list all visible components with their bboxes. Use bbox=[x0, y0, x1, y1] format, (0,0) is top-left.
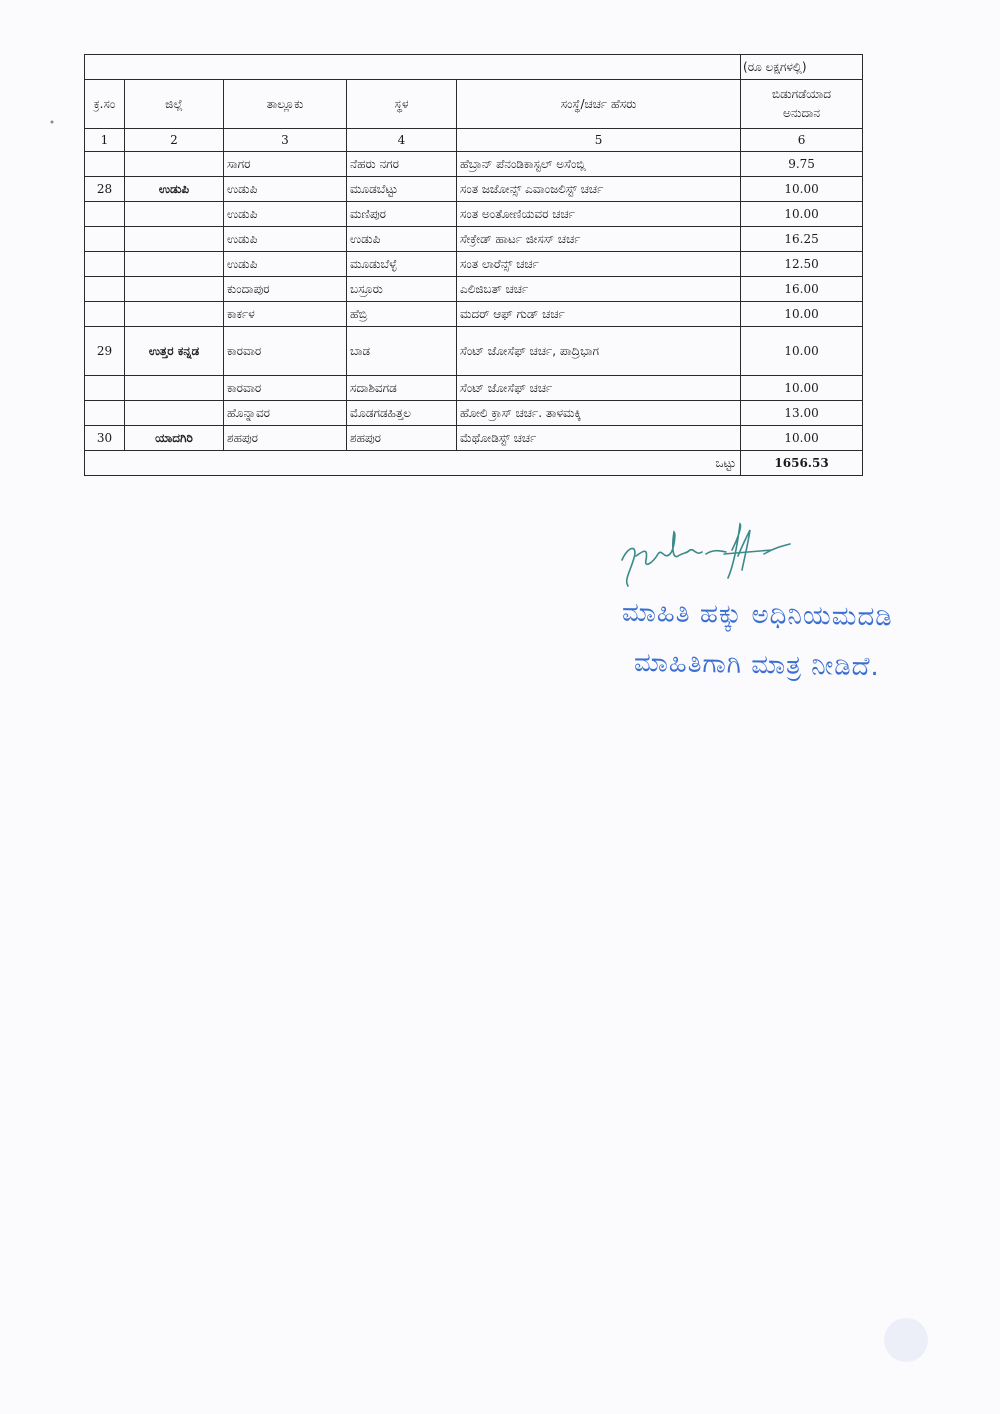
column-number: 6 bbox=[741, 129, 863, 152]
header-amount-line1: ಬಿಡುಗಡೆಯಾದ bbox=[772, 87, 832, 101]
total-row bbox=[85, 451, 863, 476]
row-district bbox=[125, 227, 224, 252]
row-name: ಸೆಂಟ್ ಜೋಸೆಫ್ ಚರ್ಚ bbox=[457, 376, 741, 401]
row-sl bbox=[85, 202, 125, 227]
row-place: ಮೊಡಗಡಹಿತ್ತಲ bbox=[347, 401, 457, 426]
stamp-line2: ಮಾಹಿತಿಗಾಗಿ ಮಾತ್ರ ನೀಡಿದೆ. bbox=[633, 647, 881, 683]
row-sl: 29 bbox=[85, 327, 125, 376]
stamp-line1: ಮಾಹಿತಿ ಹಕ್ಕು ಅಧಿನಿಯಮದಡಿ bbox=[621, 597, 893, 633]
row-place: ಮೂಡುಬೆಳ್ಳೆ bbox=[347, 252, 457, 277]
row-name: ಸಂತ ಲಾರೆನ್ಸ್ ಚರ್ಚ bbox=[457, 252, 741, 277]
table-row bbox=[85, 376, 863, 401]
row-district: ಯಾದಗಿರಿ bbox=[125, 426, 224, 451]
row-taluk: ಉಡುಪಿ bbox=[224, 252, 347, 277]
row-place: ಮಣಿಪುರ bbox=[347, 202, 457, 227]
row-district bbox=[125, 277, 224, 302]
row-place: ಬಾಡ bbox=[347, 327, 457, 376]
column-number-row bbox=[85, 129, 863, 152]
row-amount: 16.00 bbox=[741, 277, 863, 302]
table-row bbox=[85, 327, 863, 376]
row-amount: 13.00 bbox=[741, 401, 863, 426]
table-row bbox=[85, 202, 863, 227]
row-district: ಉತ್ತರ ಕನ್ನಡ bbox=[125, 327, 224, 376]
unit-note-row bbox=[85, 55, 863, 80]
row-district bbox=[125, 202, 224, 227]
row-name: ಹೆಬ್ರಾನ್ ಪೆನಂಡಿಕಾಸ್ಟಲ್ ಅಸೆಂಬ್ಲಿ bbox=[457, 152, 741, 177]
row-place: ಶಹಪುರ bbox=[347, 426, 457, 451]
row-place: ಬಸ್ರೂರು bbox=[347, 277, 457, 302]
row-district bbox=[125, 252, 224, 277]
header-taluk: ತಾಲ್ಲೂಕು bbox=[224, 80, 347, 129]
table-row bbox=[85, 252, 863, 277]
row-taluk: ಹೊನ್ನಾವರ bbox=[224, 401, 347, 426]
row-amount: 16.25 bbox=[741, 227, 863, 252]
row-place: ಹೆಬ್ರಿ bbox=[347, 302, 457, 327]
table-row bbox=[85, 401, 863, 426]
signature bbox=[614, 520, 854, 600]
row-amount: 10.00 bbox=[741, 177, 863, 202]
row-taluk: ಕಾರವಾರ bbox=[224, 327, 347, 376]
header-row bbox=[85, 80, 863, 129]
row-amount: 12.50 bbox=[741, 252, 863, 277]
row-sl bbox=[85, 152, 125, 177]
row-taluk: ಕಾರ್ಕಳ bbox=[224, 302, 347, 327]
row-amount: 10.00 bbox=[741, 302, 863, 327]
header-amount bbox=[741, 80, 863, 129]
row-name: ಸೆಂಟ್ ಜೋಸೆಫ್ ಚರ್ಚ, ಪಾದ್ರಿಭಾಗ bbox=[457, 327, 741, 376]
row-name: ಸೇಕ್ರೇಡ್ ಹಾರ್ಟ ಜೀಸಸ್ ಚರ್ಚ bbox=[457, 227, 741, 252]
row-taluk: ಉಡುಪಿ bbox=[224, 202, 347, 227]
row-name: ಹೋಲಿ ಕ್ರಾಸ್ ಚರ್ಚ. ತಾಳಮಕ್ಕಿ bbox=[457, 401, 741, 426]
table-row bbox=[85, 227, 863, 252]
header-place: ಸ್ಥಳ bbox=[347, 80, 457, 129]
column-number: 3 bbox=[224, 129, 347, 152]
row-name: ಸಂತ ಅಂತೋಣಿಯವರ ಚರ್ಚ bbox=[457, 202, 741, 227]
row-taluk: ಸಾಗರ bbox=[224, 152, 347, 177]
row-sl bbox=[85, 227, 125, 252]
row-sl bbox=[85, 277, 125, 302]
row-name: ಮೆಥೋಡಿಸ್ಟ್ ಚರ್ಚ bbox=[457, 426, 741, 451]
row-name: ಎಲಿಜಿಬತ್ ಚರ್ಚ bbox=[457, 277, 741, 302]
row-taluk: ಉಡುಪಿ bbox=[224, 177, 347, 202]
row-place: ನೆಹರು ನಗರ bbox=[347, 152, 457, 177]
table-row bbox=[85, 277, 863, 302]
row-sl bbox=[85, 401, 125, 426]
stamp-smudge bbox=[876, 1310, 936, 1370]
row-sl bbox=[85, 302, 125, 327]
row-district bbox=[125, 376, 224, 401]
row-sl bbox=[85, 376, 125, 401]
row-taluk: ಉಡುಪಿ bbox=[224, 227, 347, 252]
table-row bbox=[85, 152, 863, 177]
unit-note: (ರೂ ಲಕ್ಷಗಳಲ್ಲಿ) bbox=[741, 55, 863, 80]
row-amount: 10.00 bbox=[741, 376, 863, 401]
row-place: ಸದಾಶಿವಗಡ bbox=[347, 376, 457, 401]
scan-speck bbox=[48, 110, 60, 130]
row-name: ಸಂತ ಜಜೋನ್ಸ್ ಎವಾಂಜಲಿಸ್ಟ್ ಚರ್ಚ bbox=[457, 177, 741, 202]
row-sl bbox=[85, 252, 125, 277]
total-amount: 1656.53 bbox=[741, 451, 863, 476]
column-number: 1 bbox=[85, 129, 125, 152]
total-label: ಒಟ್ಟು bbox=[85, 451, 741, 476]
row-name: ಮದರ್ ಆಫ್ ಗುಡ್ ಚರ್ಚ bbox=[457, 302, 741, 327]
row-district bbox=[125, 401, 224, 426]
row-amount: 10.00 bbox=[741, 327, 863, 376]
header-amount-line2: ಅನುದಾನ bbox=[783, 106, 821, 120]
table-row bbox=[85, 302, 863, 327]
table-row bbox=[85, 177, 863, 202]
column-number: 2 bbox=[125, 129, 224, 152]
grant-table bbox=[84, 54, 863, 476]
row-place: ಮೂಡಬೆಟ್ಟು bbox=[347, 177, 457, 202]
row-district: ಉಡುಪಿ bbox=[125, 177, 224, 202]
column-number: 4 bbox=[347, 129, 457, 152]
row-amount: 10.00 bbox=[741, 426, 863, 451]
row-taluk: ಶಹಪುರ bbox=[224, 426, 347, 451]
row-place: ಉಡುಪಿ bbox=[347, 227, 457, 252]
header-name: ಸಂಸ್ಥೆ/ಚರ್ಚ ಹೆಸರು bbox=[457, 80, 741, 129]
row-sl: 30 bbox=[85, 426, 125, 451]
table-row bbox=[85, 426, 863, 451]
header-sl: ಕ್ರ.ಸಂ bbox=[85, 80, 125, 129]
row-taluk: ಕಾರವಾರ bbox=[224, 376, 347, 401]
row-amount: 9.75 bbox=[741, 152, 863, 177]
column-number: 5 bbox=[457, 129, 741, 152]
row-sl: 28 bbox=[85, 177, 125, 202]
row-district bbox=[125, 302, 224, 327]
row-amount: 10.00 bbox=[741, 202, 863, 227]
header-district: ಜಿಲ್ಲೆ bbox=[125, 80, 224, 129]
row-district bbox=[125, 152, 224, 177]
row-taluk: ಕುಂದಾಪುರ bbox=[224, 277, 347, 302]
